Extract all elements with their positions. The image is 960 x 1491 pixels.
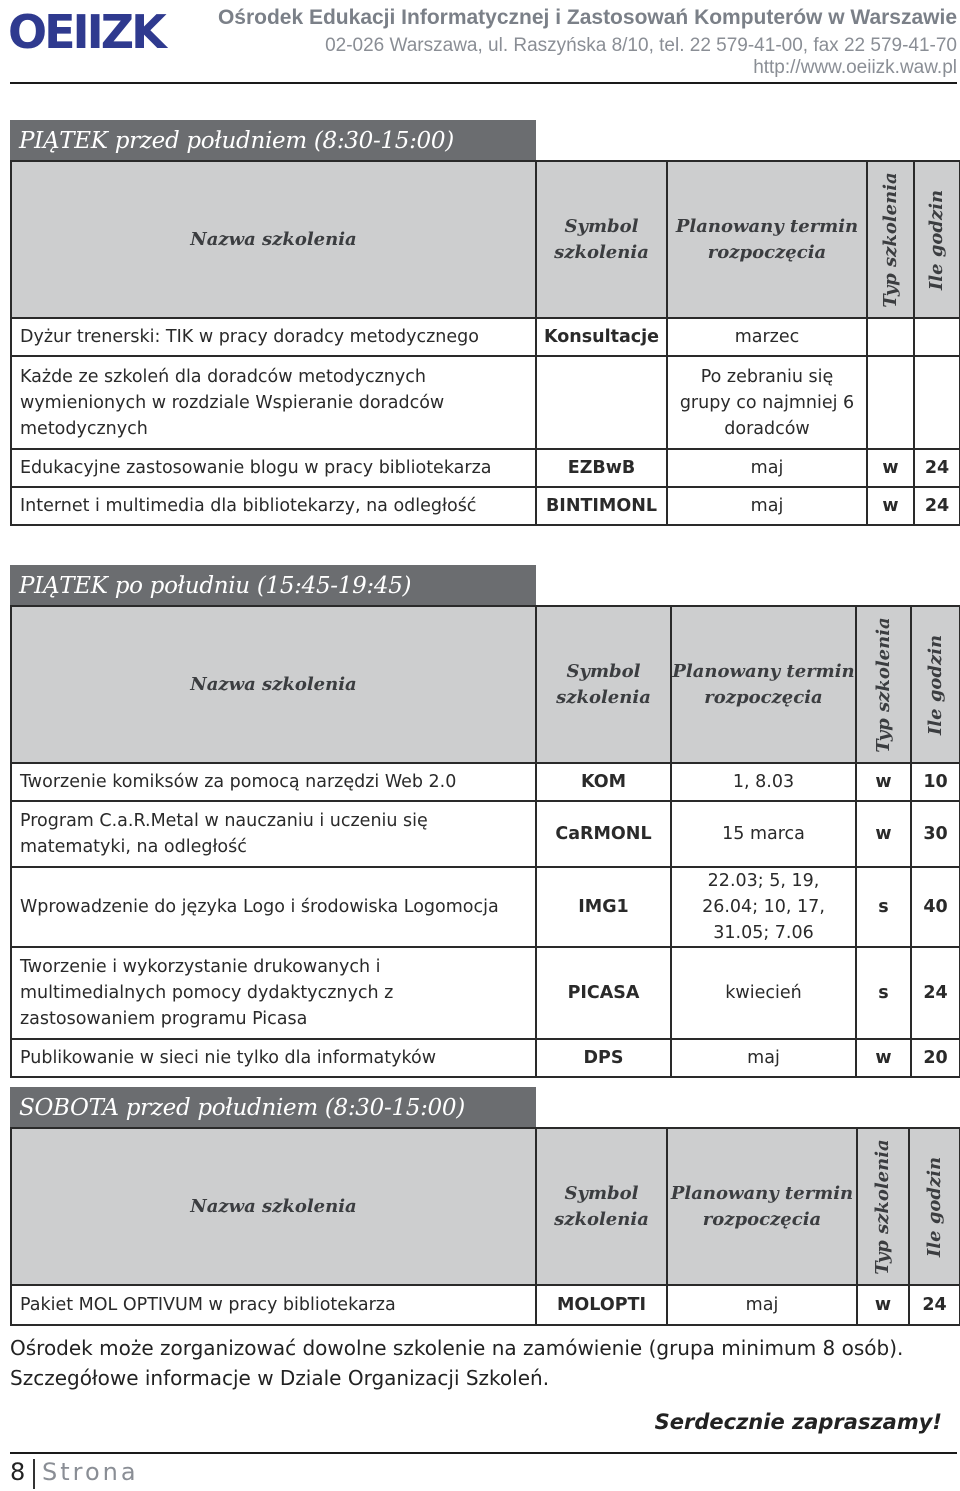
column-header-hours: Ile godzin xyxy=(911,606,960,763)
section-title-friday-morning: PIĄTEK przed południem (8:30-15:00) xyxy=(10,120,536,162)
table-header-row xyxy=(11,1128,960,1285)
column-header-hours: Ile godzin xyxy=(914,161,960,318)
column-header-symbol: Symbol szkolenia xyxy=(536,1128,667,1285)
section-title-saturday-morning: SOBOTA przed południem (8:30-15:00) xyxy=(10,1087,536,1129)
section-title-friday-afternoon: PIĄTEK po południu (15:45-19:45) xyxy=(10,565,536,607)
table-header-row xyxy=(11,161,960,318)
svg-text:OEIIZK: OEIIZK xyxy=(8,6,164,54)
header-divider xyxy=(10,82,957,84)
column-header-type: Typ szkolenia xyxy=(856,606,911,763)
oeiizk-logo xyxy=(8,6,173,54)
column-header-term: Planowany termin rozpoczęcia xyxy=(667,1128,857,1285)
table-row: Każde ze szkoleń dla doradców metodycznych wymienionych w rozdziale Wspieranie doradców metodycznych Po zebraniu się grupy co najmniej 6 doradców xyxy=(11,356,960,449)
column-header-symbol: Symbol szkolenia xyxy=(536,161,667,318)
table-row: Internet i multimedia dla bibliotekarzy, na odległość BINTIMONL maj w 24 xyxy=(11,487,960,525)
column-header-term: Planowany termin rozpoczęcia xyxy=(667,161,867,318)
table-row: Wprowadzenie do języka Logo i środowiska Logomocja IMG1 22.03; 5, 19, 26.04; 10, 17, 31.05; 7.06 s 40 xyxy=(11,867,960,947)
table-row: Pakiet MOL OPTIVUM w pracy bibliotekarza MOLOPTI maj w 24 xyxy=(11,1285,960,1325)
organization-address: 02-026 Warszawa, ul. Raszyńska 8/10, tel. 22 579-41-00, fax 22 579-41-70 xyxy=(325,35,957,56)
table-row: Tworzenie i wykorzystanie drukowanych i multimedialnych pomocy dydaktycznych z zastosowaniem programu Picasa PICASA kwiecień s 24 xyxy=(11,947,960,1039)
column-header-type: Typ szkolenia xyxy=(867,161,914,318)
page-number: 8 xyxy=(10,1458,26,1486)
schedule-table-friday-morning xyxy=(10,160,960,526)
footer-divider xyxy=(10,1452,957,1454)
organization-url[interactable]: http://www.oeiizk.waw.pl xyxy=(753,57,957,78)
table-row: Dyżur trenerski: TIK w pracy doradcy metodycznego Konsultacje marzec xyxy=(11,318,960,356)
column-header-name: Nazwa szkolenia xyxy=(11,161,536,318)
custom-training-note: Ośrodek może zorganizować dowolne szkolenie na zamówienie (grupa minimum 8 osób). xyxy=(10,1336,904,1360)
closing-invitation: Serdecznie zapraszamy! xyxy=(654,1410,942,1434)
column-header-type: Typ szkolenia xyxy=(857,1128,909,1285)
table-row: Program C.a.R.Metal w nauczaniu i uczeniu się matematyki, na odległość CaRMONL 15 marca w 30 xyxy=(11,801,960,867)
details-note: Szczegółowe informacje w Dziale Organizacji Szkoleń. xyxy=(10,1366,550,1390)
column-header-symbol: Symbol szkolenia xyxy=(536,606,671,763)
column-header-term: Planowany termin rozpoczęcia xyxy=(671,606,856,763)
column-header-name: Nazwa szkolenia xyxy=(11,606,536,763)
table-row: Edukacyjne zastosowanie blogu w pracy bibliotekarza EZBwB maj w 24 xyxy=(11,449,960,487)
schedule-table-saturday-morning xyxy=(10,1127,960,1326)
table-header-row xyxy=(11,606,960,763)
page-label: Strona xyxy=(42,1458,139,1486)
table-row: Tworzenie komiksów za pomocą narzędzi Web 2.0 KOM 1, 8.03 w 10 xyxy=(11,763,960,801)
table-row: Publikowanie w sieci nie tylko dla informatyków DPS maj w 20 xyxy=(11,1039,960,1077)
organization-name: Ośrodek Edukacji Informatycznej i Zastosowań Komputerów w Warszawie xyxy=(217,6,957,29)
page-number-separator xyxy=(33,1459,35,1489)
schedule-table-friday-afternoon xyxy=(10,605,960,1078)
column-header-name: Nazwa szkolenia xyxy=(11,1128,536,1285)
column-header-hours: Ile godzin xyxy=(909,1128,960,1285)
